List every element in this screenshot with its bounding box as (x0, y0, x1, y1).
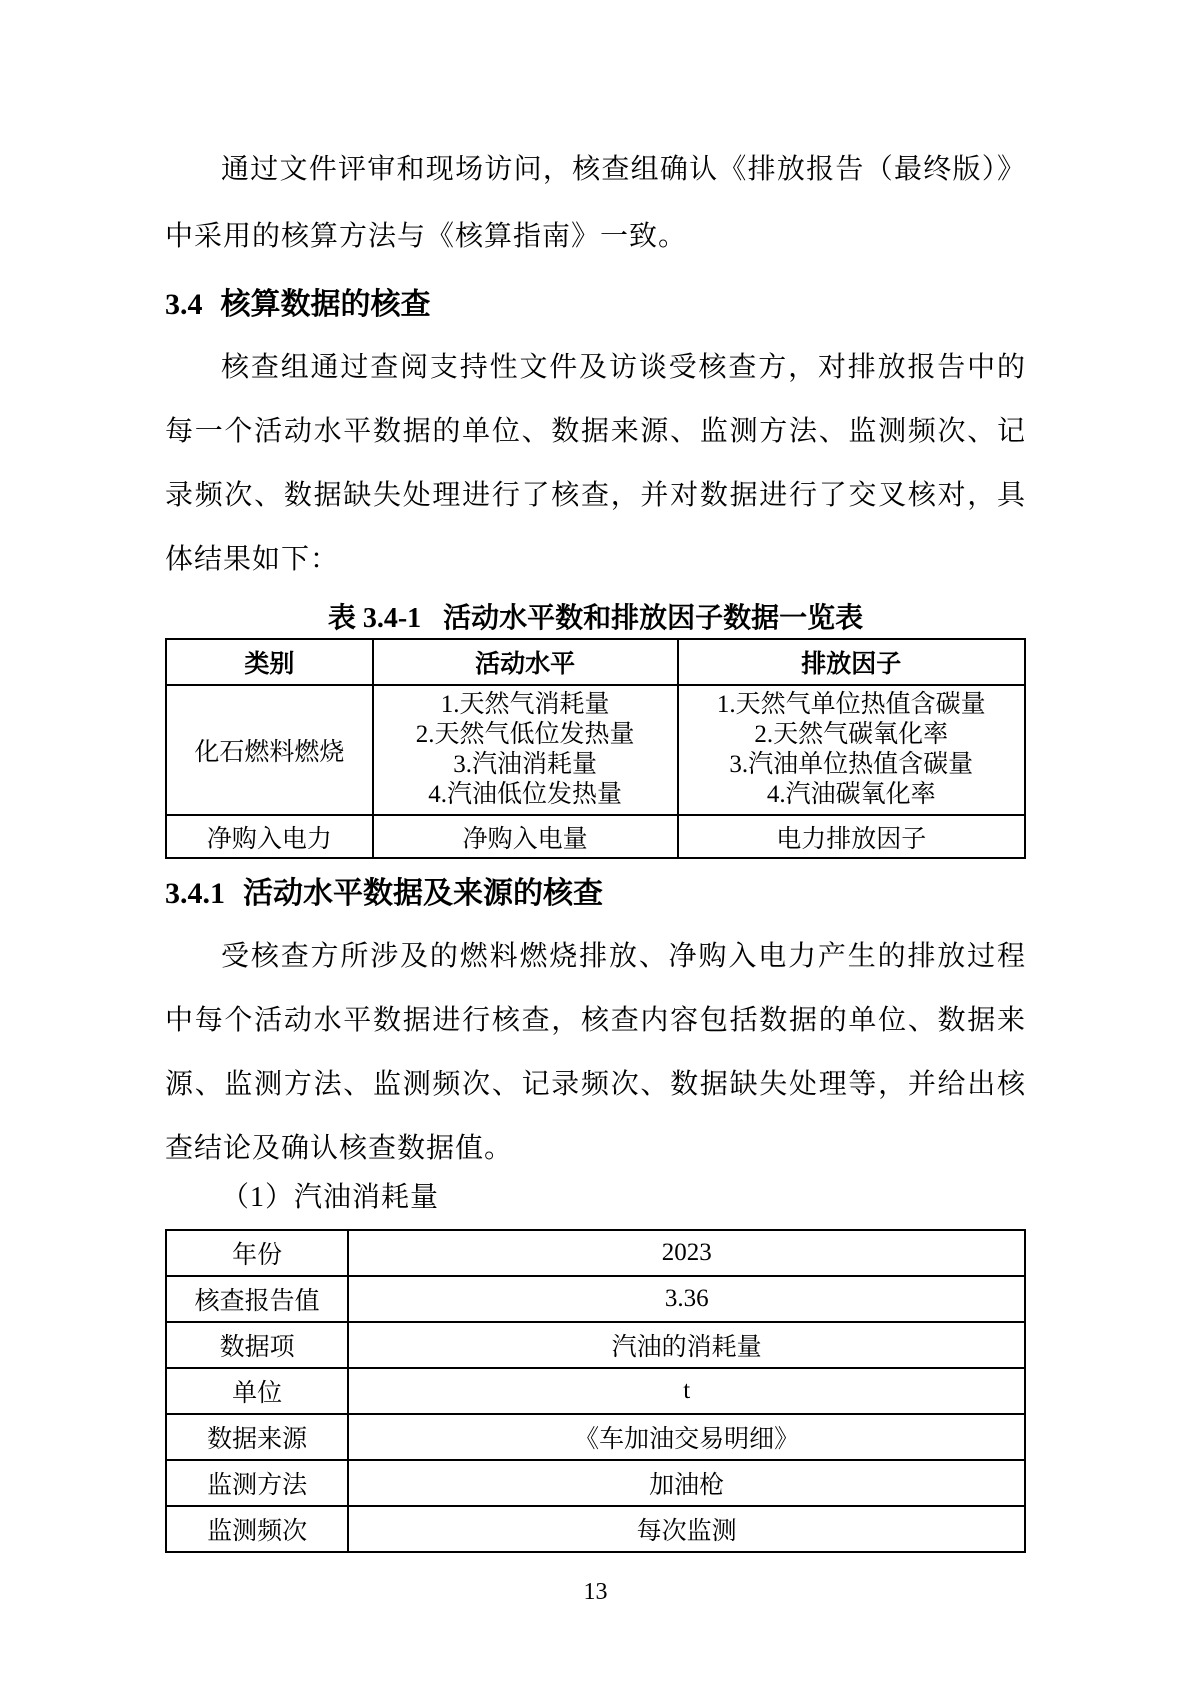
activity-item: 4.汽油低位发热量 (428, 781, 622, 808)
activity-and-emission-factor-table (165, 638, 1026, 859)
activity-item: 3.汽油消耗量 (453, 751, 597, 778)
row-value-cell: 加油枪 (348, 1460, 1025, 1506)
category-cell: 化石燃料燃烧 (166, 685, 373, 815)
table-3-4-1-caption (165, 600, 1026, 638)
header-activity-level: 活动水平 (373, 639, 678, 685)
section-title: 核算数据的核查 (220, 288, 431, 321)
header-emission-factor: 排放因子 (678, 639, 1025, 685)
table-row (166, 1322, 1025, 1368)
row-label-cell: 数据来源 (166, 1414, 348, 1460)
table-row (166, 1506, 1025, 1552)
emission-factor-cell: 电力排放因子 (678, 815, 1025, 858)
table-row (166, 1414, 1025, 1460)
row-value-cell: 《车加油交易明细》 (348, 1414, 1025, 1460)
table-caption-number: 表 3.4-1 (327, 603, 422, 634)
section-title: 活动水平数据及来源的核查 (243, 877, 603, 910)
paragraph-method-consistency: 通过文件评审和现场访问，核查组确认《排放报告（最终版）》中采用的核算方法与《核算指南》一致。 (165, 154, 1026, 252)
table-row (166, 1460, 1025, 1506)
list-item-gasoline-consumption: （1）汽油消耗量 (221, 1182, 440, 1213)
paragraph-activity-data-check: 受核查方所涉及的燃料燃烧排放、净购入电力产生的排放过程中每个活动水平数据进行核查，核查内容包括数据的单位、数据来源、监测方法、监测频次、记录频次、数据缺失处理等，并给出核查结论及确认核查数据值。 (165, 941, 1026, 1164)
section-number: 3.4.1 (165, 877, 225, 910)
gasoline-consumption-table (165, 1229, 1026, 1553)
activity-level-cell: 净购入电量 (373, 815, 678, 858)
table-header-row (166, 639, 1025, 685)
table-row (166, 815, 1025, 858)
row-label-cell: 监测频次 (166, 1506, 348, 1552)
row-label-cell: 单位 (166, 1368, 348, 1414)
activity-level-cell (373, 685, 678, 815)
table-row (166, 1368, 1025, 1414)
table-caption-text: 活动水平数和排放因子数据一览表 (443, 603, 864, 634)
factor-item: 2.天然气碳氧化率 (754, 721, 949, 748)
section-heading-3-4-1 (165, 873, 1026, 915)
section-number: 3.4 (165, 288, 203, 321)
row-label-cell: 核查报告值 (166, 1276, 348, 1322)
page-number: 13 (583, 1579, 608, 1605)
emission-factor-cell (678, 685, 1025, 815)
row-value-cell: 每次监测 (348, 1506, 1025, 1552)
row-label-cell: 数据项 (166, 1322, 348, 1368)
table-row (166, 685, 1025, 815)
row-value-cell: 3.36 (348, 1276, 1025, 1322)
factor-item: 4.汽油碳氧化率 (766, 781, 936, 808)
row-value-cell: 2023 (348, 1230, 1025, 1276)
factor-item: 3.汽油单位热值含碳量 (729, 751, 974, 778)
row-value-cell: 汽油的消耗量 (348, 1322, 1025, 1368)
row-label-cell: 年份 (166, 1230, 348, 1276)
activity-item: 2.天然气低位发热量 (415, 721, 635, 748)
activity-item: 1.天然气消耗量 (440, 691, 610, 718)
category-cell: 净购入电力 (166, 815, 373, 858)
table-row (166, 1230, 1025, 1276)
factor-item: 1.天然气单位热值含碳量 (716, 691, 986, 718)
row-label-cell: 监测方法 (166, 1460, 348, 1506)
header-category: 类别 (166, 639, 373, 685)
row-value-cell: t (348, 1368, 1025, 1414)
paragraph-verification-scope: 核查组通过查阅支持性文件及访谈受核查方，对排放报告中的每一个活动水平数据的单位、数据来源、监测方法、监测频次、记录频次、数据缺失处理进行了核查，并对数据进行了交叉核对，具体结果如下： (165, 352, 1026, 575)
table-row (166, 1276, 1025, 1322)
section-heading-3-4 (165, 284, 1026, 326)
